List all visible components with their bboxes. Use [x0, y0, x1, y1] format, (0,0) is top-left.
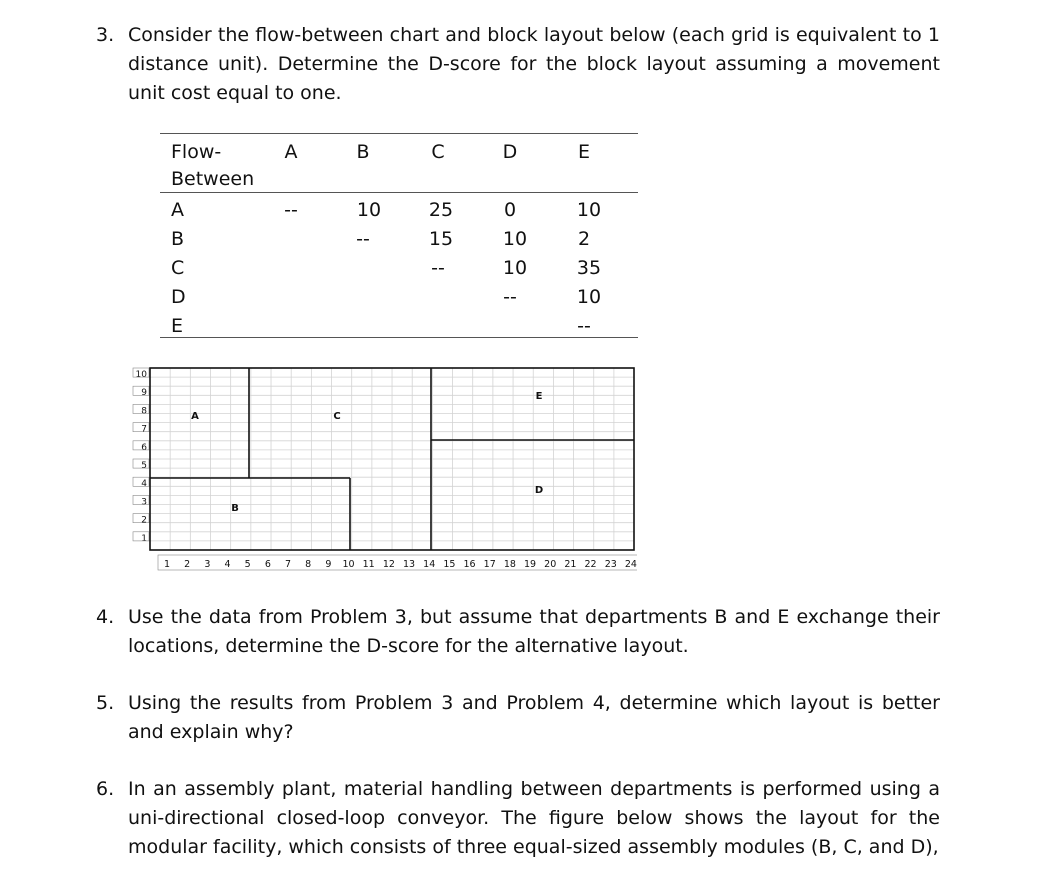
- table-top-rule: [160, 133, 638, 134]
- x-tick-label: 12: [382, 559, 395, 570]
- problem-text: Using the results from Problem 3 and Problem 4, determine which layout is better and explain why?: [128, 692, 940, 743]
- y-tick-label: 10: [135, 370, 147, 380]
- department-label-e: E: [535, 391, 543, 402]
- table-cell: --: [503, 286, 517, 308]
- x-tick-label: 22: [584, 559, 597, 570]
- y-axis-labels: [133, 368, 149, 544]
- table-cell: --: [431, 257, 445, 279]
- x-tick-label: 13: [402, 559, 416, 570]
- x-tick-label: 16: [463, 559, 476, 570]
- table-cell: 35: [576, 257, 602, 279]
- table-column-header: C: [431, 141, 445, 163]
- x-tick-label: 9: [325, 559, 332, 570]
- x-tick-label: 14: [423, 559, 436, 570]
- department-label-c: C: [333, 411, 341, 422]
- x-tick-label: 24: [624, 559, 637, 570]
- grid-lines: [150, 368, 634, 550]
- table-row-label: E: [171, 315, 184, 337]
- problem-text: Consider the flow-between chart and block layout below (each grid is equivalent to 1 distance unit). Determine the D-score for the block layout assuming a movement unit cost equal to one.: [128, 24, 940, 104]
- problem-number: 6.: [96, 778, 115, 800]
- x-tick-label: 3: [204, 559, 211, 570]
- table-row-label: A: [171, 199, 184, 221]
- problem-number: 5.: [96, 692, 115, 714]
- department-label-b: B: [231, 503, 239, 514]
- table-row-label: D: [171, 286, 186, 308]
- y-tick-label: 2: [141, 515, 147, 526]
- x-tick-label: 1: [163, 559, 171, 570]
- table-column-header: D: [502, 141, 518, 163]
- table-cell: 10: [502, 228, 528, 250]
- problem-text: Use the data from Problem 3, but assume that departments B and E exchange their locations, determine the D-score for the alternative layout.: [128, 606, 940, 657]
- x-tick-label: 2: [184, 559, 191, 570]
- x-tick-label: 19: [524, 559, 537, 570]
- y-tick-label: 5: [141, 461, 147, 471]
- y-tick-label: 3: [141, 497, 147, 508]
- table-cell: --: [356, 228, 370, 250]
- x-tick-label: 23: [604, 559, 617, 570]
- block-layout-grid: [125, 365, 637, 575]
- block-layout: [125, 365, 637, 579]
- table-column-header: B: [356, 141, 370, 163]
- y-tick-label: 7: [141, 424, 147, 435]
- table-header-label: Between: [171, 168, 255, 190]
- x-tick-label: 5: [244, 559, 251, 570]
- table-header-label: Flow-: [171, 141, 222, 163]
- x-tick-label: 20: [544, 559, 557, 570]
- x-tick-label: 6: [264, 559, 271, 570]
- problem-number: 4.: [96, 606, 115, 628]
- problem-text: In an assembly plant, material handling between departments is performed using a uni-directional closed-loop conveyor. The figure below shows the layout for the modular facility, which consists of three equal-sized assembly modules (B, C, and D),: [128, 778, 940, 858]
- table-cell: 10: [502, 257, 528, 279]
- table-cell: 25: [428, 199, 454, 221]
- table-cell: 2: [577, 228, 591, 250]
- table-row-label: C: [171, 257, 185, 279]
- table-row-label: B: [171, 228, 185, 250]
- problem-number: 3.: [96, 24, 115, 46]
- y-tick-label: 1: [141, 533, 147, 544]
- table-cell: 10: [576, 199, 602, 221]
- y-tick-label: 6: [141, 442, 147, 453]
- table-cell: 10: [576, 286, 602, 308]
- y-tick-label: 9: [141, 388, 147, 399]
- department-label-a: A: [191, 411, 199, 422]
- table-column-header: E: [577, 141, 590, 163]
- table-cell: 0: [503, 199, 517, 221]
- table-cell: 15: [428, 228, 454, 250]
- x-tick-label: 21: [564, 559, 577, 570]
- table-cell: --: [284, 199, 298, 221]
- flow-between-table: [160, 133, 638, 338]
- x-axis-labels: [158, 555, 637, 570]
- x-tick-label: 7: [284, 559, 292, 570]
- department-label-d: D: [534, 485, 544, 496]
- x-tick-label: 18: [503, 559, 516, 570]
- table-cell: --: [577, 315, 591, 337]
- x-tick-label: 8: [305, 559, 312, 570]
- x-tick-label: 4: [224, 559, 231, 570]
- y-tick-label: 8: [141, 406, 147, 417]
- x-tick-label: 15: [443, 559, 456, 570]
- x-tick-label: 11: [362, 559, 375, 570]
- y-tick-label: 4: [141, 479, 147, 490]
- table-cell: 10: [356, 199, 382, 221]
- x-tick-label: 10: [342, 559, 355, 570]
- table-column-header: A: [284, 141, 298, 163]
- x-tick-label: 17: [483, 559, 496, 570]
